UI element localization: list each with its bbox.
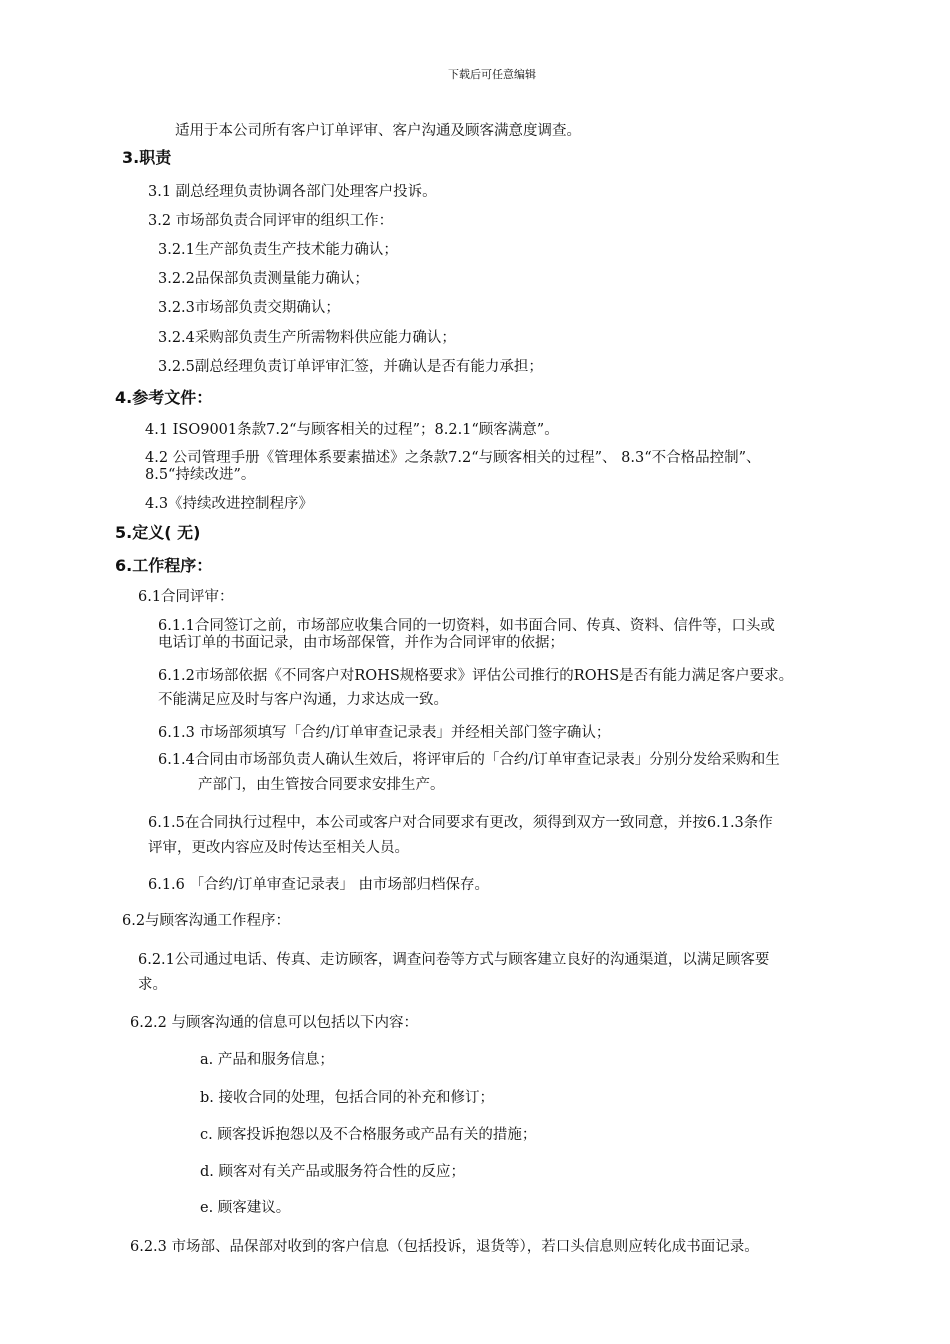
section-6-line: 评审，更改内容应及时传达至相关人员。	[148, 840, 409, 856]
section-5-heading: 5.定义( 无)	[115, 523, 201, 542]
section-4-item: 4.3《持续改进控制程序》	[145, 496, 314, 512]
section-3-item: 3.2.2品保部负责测量能力确认；	[158, 271, 369, 287]
section-3-item: 3.2.4采购部负责生产所需物料供应能力确认；	[158, 330, 456, 346]
section-3-item: 3.2.1生产部负责生产技术能力确认；	[158, 242, 398, 258]
section-6-heading: 6.工作程序：	[115, 556, 213, 575]
list-item: b. 接收合同的处理，包括合同的补充和修订；	[200, 1090, 494, 1106]
section-3-item: 3.1 副总经理负责协调各部门处理客户投诉。	[148, 184, 437, 200]
section-6-line: 6.2与顾客沟通工作程序：	[122, 913, 291, 929]
section-6-line: 6.1.4合同由市场部负责人确认生效后，将评审后的「合约/订单审查记录表」分别分发给采购和生	[158, 752, 780, 768]
page-header-note: 下载后可任意编辑	[448, 68, 536, 81]
section-6-line: 6.2.2 与顾客沟通的信息可以包括以下内容：	[130, 1015, 419, 1031]
scope-text: 适用于本公司所有客户订单评审、客户沟通及顾客满意度调查。	[175, 123, 581, 139]
section-3-item: 3.2 市场部负责合同评审的组织工作：	[148, 213, 394, 229]
section-6-line: 6.1.1合同签订之前，市场部应收集合同的一切资料，如书面合同、传真、资料、信件等，口头或	[158, 618, 775, 634]
section-6-line: 6.1.3 市场部须填写「合约/订单审查记录表」并经相关部门签字确认；	[158, 725, 611, 741]
section-6-line: 6.2.1公司通过电话、传真、走访顾客，调查问卷等方式与顾客建立良好的沟通渠道，以满足顾客要	[138, 952, 770, 968]
section-6-line: 6.1合同评审：	[138, 589, 234, 605]
section-4-item: 8.5“持续改进”。	[145, 467, 256, 483]
section-4-heading: 4.参考文件：	[115, 388, 213, 407]
list-item: d. 顾客对有关产品或服务符合性的反应；	[200, 1164, 465, 1180]
section-4-item: 4.1 ISO9001条款7.2“与顾客相关的过程”；8.2.1“顾客满意”。	[145, 422, 559, 438]
section-4-item: 4.2 公司管理手册《管理体系要素描述》之条款7.2“与顾客相关的过程”、 8.3“不合格品控制”、	[145, 450, 761, 466]
section-6-line: 6.1.6 「合约/订单审查记录表」 由市场部归档保存。	[148, 877, 489, 893]
section-6-line: 求。	[138, 977, 167, 993]
section-6-line: 电话订单的书面记录，由市场部保管，并作为合同评审的依据；	[158, 635, 564, 651]
section-3-item: 3.2.5副总经理负责订单评审汇签，并确认是否有能力承担；	[158, 359, 543, 375]
section-6-line: 6.1.5在合同执行过程中，本公司或客户对合同要求有更改，须得到双方一致同意，并按6.1.3条作	[148, 815, 773, 831]
section-6-line: 不能满足应及时与客户沟通，力求达成一致。	[158, 692, 448, 708]
list-item: a. 产品和服务信息；	[200, 1052, 334, 1068]
section-6-line: 6.1.2市场部依据《不同客户对ROHS规格要求》评估公司推行的ROHS是否有能力满足客户要求。	[158, 668, 794, 684]
section-6-line: 6.2.3 市场部、品保部对收到的客户信息（包括投诉，退货等），若口头信息则应转化成书面记录。	[130, 1239, 759, 1255]
section-3-item: 3.2.3市场部负责交期确认；	[158, 300, 340, 316]
section-6-line: 产部门，由生管按合同要求安排生产。	[198, 777, 445, 793]
section-3-heading: 3.职责	[122, 148, 172, 167]
list-item: e. 顾客建议。	[200, 1200, 291, 1216]
list-item: c. 顾客投诉抱怨以及不合格服务或产品有关的措施；	[200, 1127, 537, 1143]
